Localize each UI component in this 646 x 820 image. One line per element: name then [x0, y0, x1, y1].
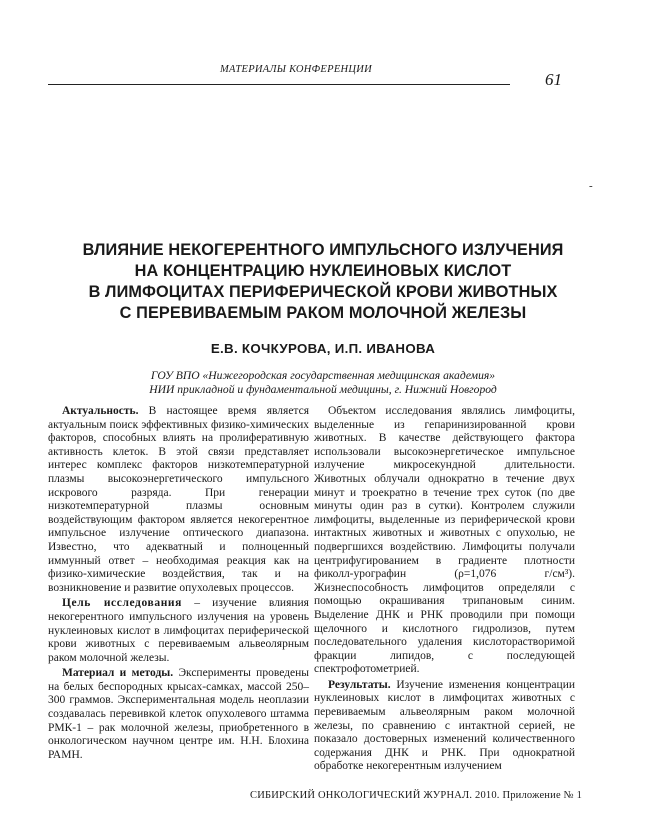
- aim-text: – изучение влияния некогерентного импульсного излучения на уровень нуклеиновых кислот в лимфоцитах периферической крови животных с перевиваемым альвеолярным раком молочной железы.: [48, 597, 309, 664]
- running-title: МАТЕРИАЛЫ КОНФЕРЕНЦИИ: [220, 64, 373, 75]
- relevance-text: В настоящее время является актуальным поиск эффективных физико-химических факторов, способных влиять на пролиферативную активность клеток. В этой связи представляет интерес комплекс факторов низкотемпературной плазмы высокоэнергетического импульсного искрового разряда. При генерации низкотемпературной плазмы основным воздействующим фактором является некогерентное импульсное излучение оптического диапазона. Известно, что адекватный и полноценный иммунный ответ – необходимая реакция как на физико-химические воздействия, так и на возникновение и развитие опухолевых процессов.: [48, 405, 309, 594]
- authors: Е.В. КОЧКУРОВА, И.П. ИВАНОВА: [210, 341, 436, 356]
- object-paragraph: Объектом исследования являлись лимфоциты, выделенные из гепаринизированной крови животных. В качестве действующего фактора использовали высокоэнергетическое импульсное излучение микросекундной длительности. Животных облучали однократно в течение двух минут и троекратно в течение трех суток (по две минуты один раз в сутки). Контролем служили лимфоциты, выделенные из периферической крови интактных животных и животных с опухолью, не подвергшихся воздействию. Лимфоциты получали центрифугированием в градиенте плотности фиколл-урографин (ρ=1,076 г/см³). Жизнеспособность лимфоцитов определяли с помощью окрашивания трипановым синим. Выделение ДНК и РНК проводили при помощи щелочного и кислотного гидролизов, путем последовательного удаления кислоторастворимой фракции липидов, с последующей спектрофотометрией.: [314, 405, 575, 676]
- stray-mark: -: [589, 180, 593, 192]
- affiliation-line: НИИ прикладной и фундаментальной медицины, г. Нижний Новгород: [149, 383, 497, 396]
- affiliations: [40, 369, 606, 397]
- left-column: [48, 405, 309, 762]
- relevance-heading: Актуальность.: [62, 405, 139, 417]
- aim-heading: Цель исследования: [62, 597, 182, 610]
- title-line: НА КОНЦЕНТРАЦИЮ НУКЛЕИНОВЫХ КИСЛОТ: [134, 262, 512, 280]
- header-rule: [48, 84, 510, 85]
- results-heading: Результаты.: [328, 678, 391, 691]
- article-title: [40, 240, 606, 324]
- title-line: В ЛИМФОЦИТАХ ПЕРИФЕРИЧЕСКОЙ КРОВИ ЖИВОТНЫХ: [88, 283, 558, 301]
- affiliation-line: ГОУ ВПО «Нижегородская государственная медицинская академия»: [150, 369, 496, 382]
- methods-paragraph: [48, 667, 309, 762]
- aim-paragraph: [48, 597, 309, 665]
- methods-text: Эксперименты проведены на белых беспородных крысах-самках, массой 250–300 граммов. Экспериментальная модель неоплазии создавалась перевивкой клеток опухолевого штамма РМК-1 – рак молочной железы, приобретенного в онкологическом научном центре им. Н.Н. Блохина РАМН.: [48, 667, 309, 761]
- relevance-paragraph: [48, 405, 309, 595]
- results-text: Изучение изменения концентрации нуклеиновых кислот в лимфоцитах животных с перевиваемым альвеолярным раком молочной железы, по сравнению с интактной серией, не показало достоверных изменений количественного содержания ДНК и РНК. При однократной обработке некогерентным излучением: [314, 678, 575, 773]
- results-paragraph: [314, 679, 575, 774]
- methods-heading: Материал и методы.: [62, 667, 174, 680]
- title-line: С ПЕРЕВИВАЕМЫМ РАКОМ МОЛОЧНОЙ ЖЕЛЕЗЫ: [119, 304, 527, 322]
- journal-footer: СИБИРСКИЙ ОНКОЛОГИЧЕСКИЙ ЖУРНАЛ. 2010. Приложение № 1: [250, 790, 583, 801]
- title-line: ВЛИЯНИЕ НЕКОГЕРЕНТНОГО ИМПУЛЬСНОГО ИЗЛУЧЕНИЯ: [82, 241, 564, 259]
- page-number: 61: [545, 70, 562, 89]
- right-column: [314, 405, 575, 774]
